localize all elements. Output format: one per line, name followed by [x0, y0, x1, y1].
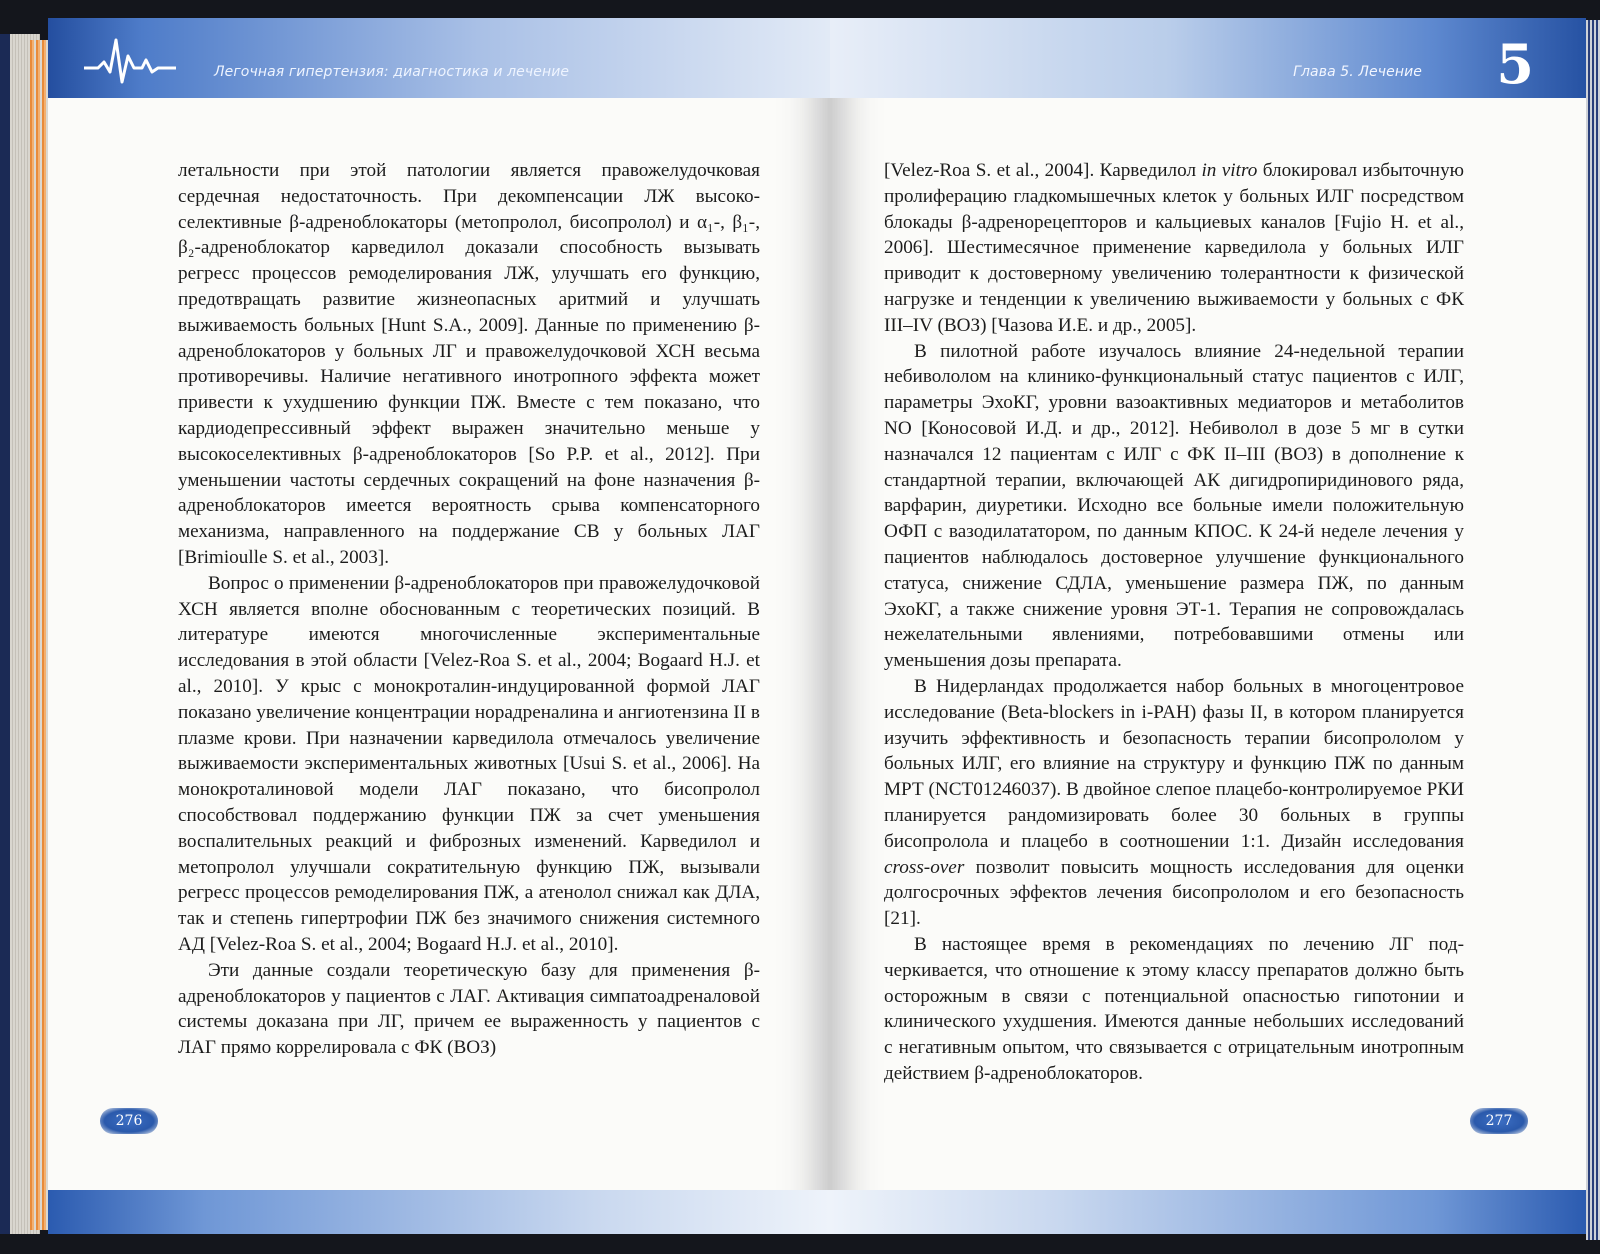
paragraph: В настоящее время в рекомендациях по лечению ЛГ подчеркивается, что отношение к этому классу препаратов должно быть осторожным в связи с потенциальной опасностью гипотонии и клинического ухудшения. Имеются данные небольших исследований с негативным опытом, что связывается с отрицательным инотропным действием β-адреноблокаторов. — [884, 933, 1464, 1084]
page-number-right: 277 — [1470, 1108, 1528, 1134]
paragraph: В пилотной работе изучалось влияние 24-недельной терапии небивололом на клинико-функциональный статус пациентов с ИЛГ, параметры ЭхоКГ, уровни вазоактивных медиаторов и метаболитов NO [Коносовой И.Д. и др., 2012]. Небиволол в дозе 5 мг в сутки назначался 12 пациентам с ИЛГ с ФК II–III (ВОЗ) в дополнение к стандартной терапии, включающей АК дигидропиридинового ряда, варфарин, диуретики. Исходно все больные имели положительную ОФП с вазодилататором, по данным КПОС. К 24-й неделе лечения у пациентов наблюдалось достоверное улучшение функционального статуса, снижение СДЛА, уменьшение размера ПЖ, по данным ЭхоКГ, а также снижение уровня ЭТ-1. Терапия не сопровождалась нежелательными явлениями, потребовавшими отмены или уменьшения дозы препарата. — [884, 340, 1464, 672]
text-run: В Нидерландах продолжается набор больных в многоцентровое исследование (Beta-blockers in i-PAH) фазы II, в котором планируется изучить эффективность и безопасность терапии бисопрололом у больных ИЛГ, его влияние на структуру и функцию ПЖ по данным МРТ (NCT01246037). В двойное слепое плацебо-контролируемое РКИ планируется рандомизировать более 30 больных в группы бисопролола и плацебо в соотношении 1:1. Дизайн исследования — [884, 675, 1464, 852]
right-body-text — [884, 158, 1464, 1087]
book-edge-right — [1586, 20, 1600, 1240]
paragraph — [884, 158, 1464, 339]
italic-term: in vitro — [1201, 160, 1258, 181]
running-head-left: Легочная гипертензия: диагностика и лечение — [214, 64, 570, 80]
page-number-left: 276 — [100, 1108, 158, 1134]
paragraph — [884, 674, 1464, 932]
right-page — [830, 18, 1586, 1234]
paragraph: летальности при этой патологии является правожелудочковая сердечная недостаточность. При декомпенсации ЛЖ высокоселективные β-адреноблокаторы (метопролол, бисопролол) и α₁-, β₁-, β₂-адреноблокатор карведилол доказали способность вызывать регресс процессов ремоделирования ЛЖ, улучшать его функцию, предотвращать развитие жизнеопасных аритмий и улучшать выживаемость больных [Hunt S.A., 2009]. Данные по применению β-адреноблокаторов у больных ЛГ и правожелудочковой ХСН весьма противоречивы. Наличие негативного инотропного эффекта может привести к ухудшению функции ПЖ. Вместе с тем показано, что кардиодепрессивный эффект выражен значительно меньше у высокоселективных β-адреноблокаторов [So P.P. et al., 2012]. При уменьшении частоты сердечных сокращений на фоне назначения β-адреноблокаторов имеется вероятность срыва компенсаторного механизма, направленного на поддержание СВ у больных ЛАГ [Brimioulle S. et al., 2003]. — [178, 160, 760, 568]
text-run: позволит повысить мощность исследования для оценки долгосрочных эффектов лечения бисопрололом и его безопасность [21]. — [884, 856, 1464, 930]
ecg-heartbeat-icon — [84, 32, 176, 90]
page-edge-tabs — [30, 40, 48, 1230]
left-footer-band — [48, 1190, 830, 1234]
left-page — [48, 18, 830, 1234]
running-head-right: Глава 5. Лечение — [1293, 64, 1422, 80]
left-body-text — [178, 158, 760, 1061]
paragraph: Эти данные создали теоретическую базу для применения β-адреноблокаторов у пациентов с ЛАГ. Активация симпатоадреналовой системы доказана при ЛГ, причем ее выраженность у пациентов с ЛАГ прямо коррелировала с ФК (ВОЗ) — [178, 959, 760, 1059]
text-run: [Velez-Roa S. et al., 2004]. Карведилол — [884, 160, 1202, 181]
text-run: блокировал избыточную пролиферацию гладкомышечных клеток у больных ИЛГ посредством блокады β-адренорецепторов и кальциевых каналов [Fujio H. et al., 2006]. Шестимесячное применение карведилола у больных ИЛГ приводит к достоверному увеличению толерантности к физической нагрузке и тенденции к увеличению выживаемости у больных с ФК III–IV (ВОЗ) [Чазова И.Е. и др., 2005]. — [884, 160, 1465, 336]
italic-term: cross-over — [884, 856, 965, 878]
chapter-number: 5 — [1496, 32, 1534, 96]
right-header-band — [830, 18, 1586, 98]
paragraph: Вопрос о применении β-адреноблокаторов при правожелудочковой ХСН является вполне обоснованным с теоретических позиций. В литературе имеются многочисленные экспериментальные исследования в этой области [Velez-Roa S. et al., 2004; Bogaard H.J. et al., 2010]. У крыс с монокроталин-индуцированной формой ЛАГ показано увеличение концентрации норадреналина и ангиотензина II в плазме крови. При назначении карведилола отмечалось увеличение выживаемости экспериментальных животных [Usui S. et al., 2006]. На монокроталиновой модели ЛАГ показано, что бисопролол способствовал поддержанию функции ПЖ за счет уменьшения воспалительных реакций и фиброзных изменений. Карведилол и метопролол улучшали сократительную функцию ПЖ, вызывали регресс процессов ремоделирования ПЖ, а атенолол снижал как ДЛА, так и степень гипертрофии ПЖ без значимого снижения системного АД [Velez-Roa S. et al., 2004; Bogaard H.J. et al., 2010]. — [178, 572, 760, 955]
right-footer-band — [830, 1190, 1586, 1234]
